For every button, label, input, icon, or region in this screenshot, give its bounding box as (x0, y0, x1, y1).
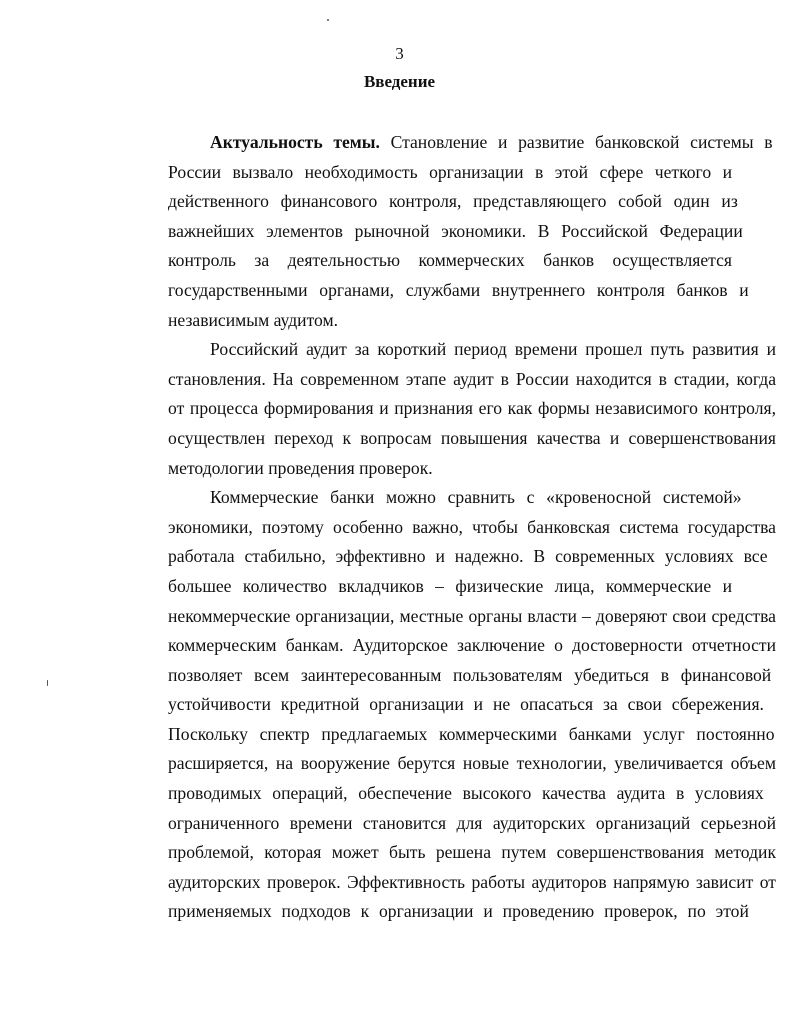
text-line: устойчивости кредитной организации и не опасаться за свои сбережения. (168, 694, 764, 715)
body-text (124, 128, 776, 927)
text-line: Российский аудит за короткий период времени прошел путь развития и (210, 339, 776, 360)
text-line: независимым аудитом. (168, 309, 339, 330)
text-line: методологии проведения проверок. (168, 457, 433, 478)
text-line: осуществлен переход к вопросам повышения качества и совершенствования (168, 427, 776, 448)
text-line: работала стабильно, эффективно и надежно. В современных условиях все (168, 546, 768, 567)
paragraph-relevance (124, 128, 773, 335)
scan-speck (47, 680, 48, 686)
text-line: расширяется, на вооружение берутся новые технологии, увеличивается объем (168, 753, 776, 774)
text-line: от процесса формирования и признания его как формы независимого контроля, (168, 398, 776, 419)
section-title: Введение (363, 72, 436, 91)
text-line: большее количество вкладчиков – физические лица, коммерческие и (168, 575, 732, 596)
paragraph-banks (124, 483, 776, 927)
text-line: контроль за деятельностью коммерческих банков осуществляется (168, 250, 732, 271)
text-line: становления. На современном этапе аудит в России находится в стадии, когда (168, 368, 776, 389)
text-line: экономики, поэтому особенно важно, чтобы банковская система государства (168, 516, 776, 537)
text-line: коммерческим банкам. Аудиторское заключение о достоверности отчетности (168, 635, 776, 656)
text-line: Коммерческие банки можно сравнить с «кровеносной системой» (210, 487, 742, 508)
lead-phrase: Актуальность темы. (210, 132, 380, 152)
page-number: 3 (395, 44, 404, 63)
text-line: некоммерческие организации, местные органы власти – доверяют свои средства (168, 605, 776, 626)
text-line: ограниченного времени становится для аудиторских организаций серьезной (168, 812, 776, 833)
scan-speck (327, 19, 329, 21)
text-line: применяемых подходов к организации и проведению проверок, по этой (168, 901, 749, 922)
text-line: позволяет всем заинтересованным пользователям убедиться в финансовой (168, 664, 772, 685)
text-line: проблемой, которая может быть решена путем совершенствования методик (168, 842, 776, 863)
text-line: проводимых операций, обеспечение высокого качества аудита в условиях (168, 783, 764, 804)
text-line: России вызвало необходимость организации в этой сфере четкого и (168, 161, 732, 182)
text-line: государственными органами, службами внутреннего контроля банков и (168, 279, 749, 300)
paragraph-audit (124, 335, 776, 483)
text-line: Актуальность темы. Становление и развитие банковской системы в (210, 132, 773, 152)
text-line: действенного финансового контроля, представляющего собой один из (168, 191, 738, 212)
text-line: аудиторских проверок. Эффективность работы аудиторов напрямую зависит от (168, 871, 776, 892)
text-line: Поскольку спектр предлагаемых коммерческими банками услуг постоянно (168, 723, 775, 744)
text-line: важнейших элементов рыночной экономики. В Российской Федерации (168, 220, 743, 241)
